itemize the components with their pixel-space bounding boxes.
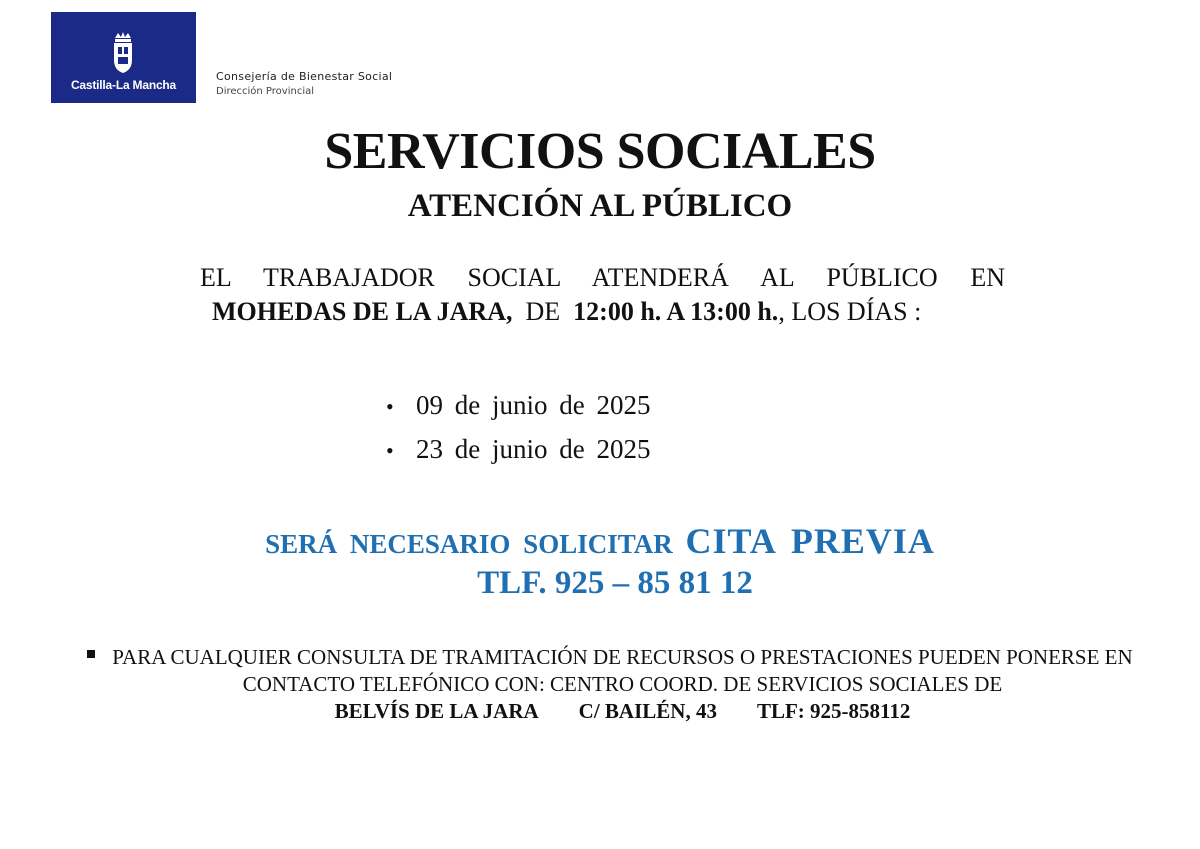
dates-list — [386, 384, 650, 472]
org-name: Consejería de Bienestar Social — [216, 70, 393, 83]
date-item: 23 de junio de 2025 — [416, 434, 651, 464]
intro-line-1: EL TRABAJADOR SOCIAL ATENDERÁ AL PÚBLICO EN — [200, 263, 1005, 292]
page-subtitle: ATENCIÓN AL PÚBLICO — [407, 188, 793, 224]
square-bullet-icon — [87, 650, 95, 658]
intro-hours: 12:00 h. A 13:00 h. — [573, 297, 779, 326]
contact-note — [100, 644, 1145, 725]
appointment-prefix: SERÁ NECESARIO SOLICITAR — [265, 529, 673, 559]
intro-de: DE — [525, 297, 561, 326]
contact-address: C/ BAILÉN, 43 — [578, 699, 717, 723]
logo-text: Castilla-La Mancha — [70, 78, 177, 92]
crest-icon — [109, 30, 137, 74]
appointment-phone: TLF. 925 – 85 81 12 — [477, 565, 753, 601]
intro-line-2 — [212, 296, 1012, 328]
appointment-line — [0, 520, 1200, 565]
list-item — [386, 384, 650, 428]
date-item: 09 de junio de 2025 — [416, 390, 651, 420]
contact-note-text: PARA CUALQUIER CONSULTA DE TRAMITACIÓN DE RECURSOS O PRESTACIONES PUEDEN PONERSE EN CONTACTO TELEFÓNICO CON: CENTRO COORD. DE SERVICIOS SOCIALES DE — [112, 645, 1133, 696]
list-item — [386, 428, 650, 472]
intro-place: MOHEDAS DE LA JARA, — [212, 297, 513, 326]
contact-phone: TLF: 925-858112 — [756, 699, 911, 723]
page-title: SERVICIOS SOCIALES — [324, 123, 876, 180]
contact-location: BELVÍS DE LA JARA — [334, 699, 539, 723]
intro-tail: , LOS DÍAS : — [778, 297, 922, 326]
org-subtitle: Dirección Provincial — [216, 86, 315, 97]
appointment-emphasis: CITA PREVIA — [685, 521, 935, 561]
castilla-la-mancha-logo — [51, 12, 196, 103]
